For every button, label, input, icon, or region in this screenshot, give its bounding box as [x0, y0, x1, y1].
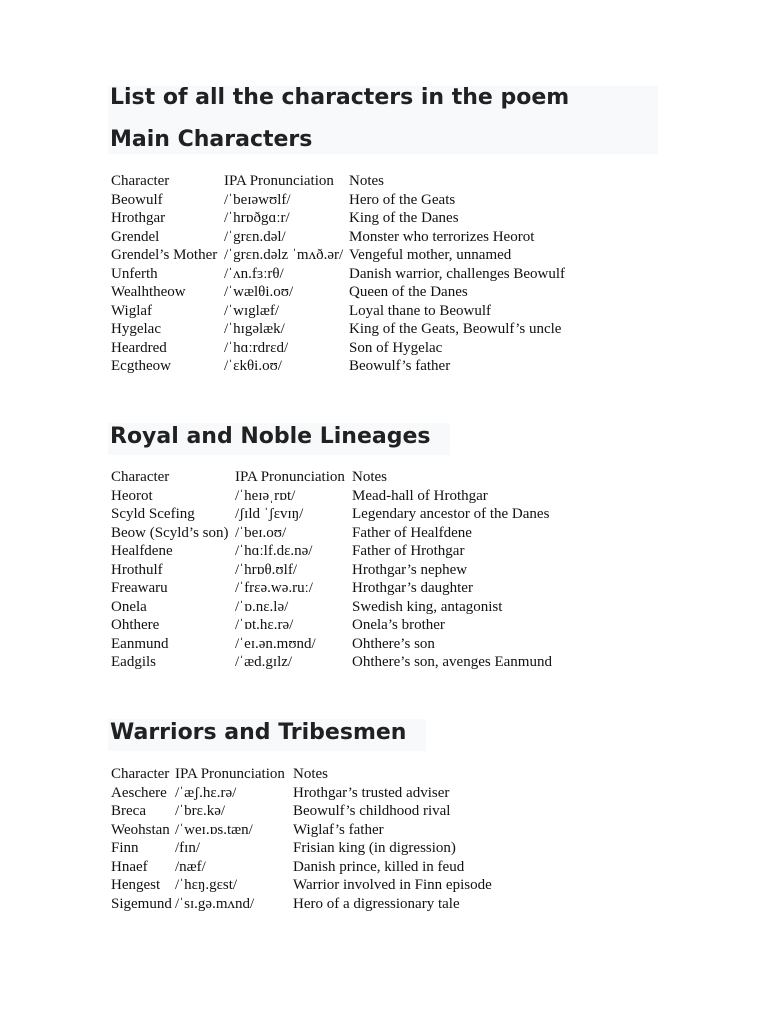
ipa-cell: /ˈwɪglæf/	[224, 302, 279, 319]
column-header-character: Character	[111, 469, 170, 486]
table-row	[111, 209, 609, 228]
table-row	[111, 228, 609, 247]
notes-cell: Onela’s brother	[352, 617, 445, 634]
ipa-cell: /ˈweɪ.ɒs.tæn/	[175, 821, 253, 838]
ipa-cell: /ˈgrɛn.dəl/	[224, 228, 286, 245]
ipa-cell: /ˈæd.gɪlz/	[235, 654, 293, 671]
table-row	[111, 561, 602, 580]
notes-cell: Loyal thane to Beowulf	[349, 302, 492, 319]
ipa-cell: /ˈæʃ.hɛ.rə/	[175, 784, 237, 801]
notes-cell: Warrior involved in Finn episode	[293, 877, 492, 894]
section-heading-main-characters: Main Characters	[110, 127, 313, 152]
table-row	[111, 487, 602, 506]
column-header-notes: Notes	[349, 173, 384, 190]
notes-cell: King of the Geats, Beowulf’s uncle	[349, 321, 562, 338]
table-row	[111, 339, 609, 358]
table-row	[111, 524, 602, 543]
notes-cell: Hrothgar’s trusted adviser	[293, 784, 450, 801]
table-row	[111, 320, 609, 339]
ipa-cell: /ˈgrɛn.dəlz ˈmʌð.ər/	[224, 247, 344, 264]
ipa-cell: /næf/	[175, 858, 206, 875]
section-heading-royal-noble: Royal and Noble Lineages	[110, 424, 431, 449]
character-cell: Hnaef	[111, 858, 148, 875]
table-row	[111, 579, 602, 598]
character-cell: Hrothulf	[111, 561, 163, 578]
royal-noble-table	[111, 468, 602, 672]
notes-cell: Legendary ancestor of the Danes	[352, 506, 550, 523]
character-cell: Eadgils	[111, 654, 156, 671]
character-cell: Freawaru	[111, 580, 168, 597]
notes-cell: Hero of a digressionary tale	[293, 895, 460, 912]
notes-cell: Father of Hrothgar	[352, 543, 465, 560]
notes-cell: Hrothgar’s daughter	[352, 580, 473, 597]
column-header-ipa: IPA Pronunciation	[224, 173, 334, 190]
ipa-cell: /ˈʌn.fɜːrθ/	[224, 265, 284, 282]
table-row	[111, 876, 553, 895]
column-header-notes: Notes	[352, 469, 387, 486]
ipa-cell: /ˈbeɪəwʊlf/	[224, 191, 291, 208]
notes-cell: Ohthere’s son	[352, 635, 435, 652]
notes-cell: Frisian king (in digression)	[293, 840, 456, 857]
notes-cell: Monster who terrorizes Heorot	[349, 228, 535, 245]
ipa-cell: /ˈfrɛə.wə.ruː/	[235, 580, 313, 597]
notes-cell: Queen of the Danes	[349, 284, 468, 301]
character-cell: Beow (Scyld’s son)	[111, 524, 229, 541]
ipa-cell: /fɪn/	[175, 840, 200, 857]
ipa-cell: /ˈhrɒθ.ʊlf/	[235, 561, 297, 578]
character-cell: Wealhtheow	[111, 284, 186, 301]
page-title: List of all the characters in the poem	[110, 85, 570, 110]
character-cell: Weohstan	[111, 821, 170, 838]
character-cell: Healfdene	[111, 543, 173, 560]
column-header-notes: Notes	[293, 766, 328, 783]
character-cell: Breca	[111, 803, 146, 820]
character-cell: Hrothgar	[111, 210, 166, 227]
notes-cell: Vengeful mother, unnamed	[349, 247, 512, 264]
table-row	[111, 895, 553, 914]
table-row	[111, 265, 609, 284]
ipa-cell: /ˈhɪgəlæk/	[224, 321, 285, 338]
table-row	[111, 821, 553, 840]
table-row	[111, 357, 609, 376]
table-row	[111, 635, 602, 654]
character-cell: Hygelac	[111, 321, 161, 338]
character-cell: Onela	[111, 598, 147, 615]
table-row	[111, 802, 553, 821]
notes-cell: Danish warrior, challenges Beowulf	[349, 265, 565, 282]
column-header-character: Character	[111, 173, 170, 190]
notes-cell: Ohthere’s son, avenges Eanmund	[352, 654, 552, 671]
notes-cell: Hrothgar’s nephew	[352, 561, 468, 578]
character-cell: Aeschere	[111, 784, 167, 801]
notes-cell: Swedish king, antagonist	[352, 598, 503, 615]
column-header-character: Character	[111, 766, 170, 783]
character-cell: Grendel	[111, 228, 160, 245]
ipa-cell: /ˈɒt.hɛ.rə/	[235, 617, 294, 634]
character-cell: Heardred	[111, 339, 167, 356]
character-cell: Hengest	[111, 877, 161, 894]
table-row	[111, 598, 602, 617]
notes-cell: Beowulf’s father	[349, 358, 451, 375]
warriors-tribesmen-table	[111, 765, 553, 913]
main-characters-table	[111, 172, 609, 376]
table-header-row	[111, 765, 553, 784]
ipa-cell: /ˈɛkθi.oʊ/	[224, 358, 282, 375]
character-cell: Scyld Scefing	[111, 506, 195, 523]
table-header-row	[111, 468, 602, 487]
ipa-cell: /ˈhrɒðgɑːr/	[224, 210, 290, 227]
notes-cell: Father of Healfdene	[352, 524, 472, 541]
ipa-cell: /ˈwælθi.oʊ/	[224, 284, 294, 301]
table-row	[111, 246, 609, 265]
ipa-cell: /ˈeɪ.ən.mʊnd/	[235, 635, 316, 652]
column-header-ipa: IPA Pronunciation	[175, 766, 285, 783]
table-row	[111, 302, 609, 321]
notes-cell: Son of Hygelac	[349, 339, 443, 356]
character-cell: Eanmund	[111, 635, 169, 652]
table-row	[111, 505, 602, 524]
table-row	[111, 839, 553, 858]
character-cell: Grendel’s Mother	[111, 247, 218, 264]
table-row	[111, 784, 553, 803]
table-row	[111, 542, 602, 561]
notes-cell: Danish prince, killed in feud	[293, 858, 465, 875]
ipa-cell: /ˈhɛŋ.gɛst/	[175, 877, 238, 894]
ipa-cell: /ˈsɪ.gə.mʌnd/	[175, 895, 255, 912]
ipa-cell: /ˈheɪəˌrɒt/	[235, 487, 296, 504]
character-cell: Ohthere	[111, 617, 160, 634]
notes-cell: King of the Danes	[349, 210, 459, 227]
character-cell: Beowulf	[111, 191, 163, 208]
table-header-row	[111, 172, 609, 191]
character-cell: Heorot	[111, 487, 153, 504]
character-cell: Sigemund	[111, 895, 172, 912]
table-row	[111, 616, 602, 635]
table-row	[111, 653, 602, 672]
column-header-ipa: IPA Pronunciation	[235, 469, 345, 486]
notes-cell: Mead-hall of Hrothgar	[352, 487, 488, 504]
ipa-cell: /ˈbeɪ.oʊ/	[235, 524, 287, 541]
ipa-cell: /ˈhɑːlf.dɛ.nə/	[235, 543, 313, 560]
character-cell: Unferth	[111, 265, 158, 282]
character-cell: Finn	[111, 840, 139, 857]
table-row	[111, 858, 553, 877]
table-row	[111, 191, 609, 210]
ipa-cell: /ˈhɑːrdrɛd/	[224, 339, 289, 356]
notes-cell: Wiglaf’s father	[293, 821, 384, 838]
notes-cell: Beowulf’s childhood rival	[293, 803, 451, 820]
notes-cell: Hero of the Geats	[349, 191, 456, 208]
character-cell: Ecgtheow	[111, 358, 171, 375]
ipa-cell: /ʃɪld ˈʃɛvɪŋ/	[235, 506, 304, 523]
table-row	[111, 283, 609, 302]
character-cell: Wiglaf	[111, 302, 153, 319]
ipa-cell: /ˈbrɛ.kə/	[175, 803, 226, 820]
ipa-cell: /ˈɒ.nɛ.lə/	[235, 598, 289, 615]
section-heading-warriors-tribesmen: Warriors and Tribesmen	[110, 720, 407, 745]
